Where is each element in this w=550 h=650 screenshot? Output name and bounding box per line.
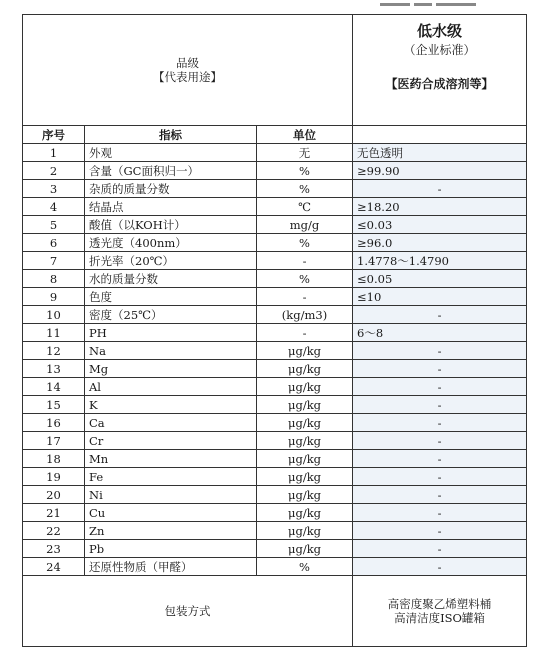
indicator-name: 还原性物质（甲醛）	[85, 558, 257, 576]
row-number: 3	[23, 180, 85, 198]
indicator-unit: %	[257, 180, 353, 198]
table-row	[23, 270, 527, 288]
product-application: 【医药合成溶剂等】	[385, 77, 494, 91]
indicator-value: -	[353, 486, 527, 504]
column-no-header: 序号	[23, 126, 85, 144]
table-row	[23, 522, 527, 540]
row-number: 10	[23, 306, 85, 324]
row-number: 13	[23, 360, 85, 378]
indicator-value: -	[353, 378, 527, 396]
indicator-value: -	[353, 180, 527, 198]
row-number: 18	[23, 450, 85, 468]
grade-header	[23, 15, 353, 126]
row-number: 8	[23, 270, 85, 288]
indicator-value: -	[353, 468, 527, 486]
indicator-unit: -	[257, 288, 353, 306]
table-row	[23, 216, 527, 234]
indicator-value: 1.4778～1.4790	[353, 252, 527, 270]
table-row	[23, 468, 527, 486]
indicator-value: -	[353, 450, 527, 468]
table-row	[23, 378, 527, 396]
row-number: 15	[23, 396, 85, 414]
indicator-name: Pb	[85, 540, 257, 558]
row-number: 23	[23, 540, 85, 558]
packaging-methods	[353, 576, 527, 647]
indicator-unit: μg/kg	[257, 360, 353, 378]
packaging-line-1: 高密度聚乙烯塑料桶	[387, 597, 492, 611]
indicator-unit: %	[257, 270, 353, 288]
spec-table	[22, 14, 527, 647]
indicator-name: Zn	[85, 522, 257, 540]
indicator-value: -	[353, 504, 527, 522]
indicator-unit: μg/kg	[257, 432, 353, 450]
indicator-name: Na	[85, 342, 257, 360]
indicator-value: -	[353, 432, 527, 450]
indicator-value: 无色透明	[353, 144, 527, 162]
row-number: 7	[23, 252, 85, 270]
row-number: 19	[23, 468, 85, 486]
row-number: 14	[23, 378, 85, 396]
row-number: 9	[23, 288, 85, 306]
indicator-name: 水的质量分数	[85, 270, 257, 288]
indicator-value: 6～8	[353, 324, 527, 342]
indicator-value: ≥18.20	[353, 198, 527, 216]
indicator-value: -	[353, 306, 527, 324]
indicator-name: Fe	[85, 468, 257, 486]
indicator-name: 结晶点	[85, 198, 257, 216]
table-row	[23, 432, 527, 450]
indicator-unit: μg/kg	[257, 504, 353, 522]
row-number: 16	[23, 414, 85, 432]
indicator-name: 含量（GC面积归一）	[85, 162, 257, 180]
table-row	[23, 414, 527, 432]
table-row	[23, 234, 527, 252]
indicator-name: Mg	[85, 360, 257, 378]
table-row	[23, 342, 527, 360]
indicator-name: Al	[85, 378, 257, 396]
row-number: 21	[23, 504, 85, 522]
scan-edge-marks	[380, 0, 530, 10]
table-row	[23, 486, 527, 504]
row-number: 6	[23, 234, 85, 252]
indicator-value: ≥99.90	[353, 162, 527, 180]
indicator-unit: ℃	[257, 198, 353, 216]
indicator-value: ≤0.05	[353, 270, 527, 288]
indicator-name: Ca	[85, 414, 257, 432]
indicator-unit: μg/kg	[257, 486, 353, 504]
indicator-value: -	[353, 522, 527, 540]
table-row	[23, 504, 527, 522]
row-number: 11	[23, 324, 85, 342]
indicator-unit: μg/kg	[257, 396, 353, 414]
column-header-row	[23, 126, 527, 144]
indicator-name: Ni	[85, 486, 257, 504]
indicator-unit: %	[257, 162, 353, 180]
table-row	[23, 324, 527, 342]
table-row	[23, 306, 527, 324]
table-row	[23, 252, 527, 270]
row-number: 24	[23, 558, 85, 576]
indicator-name: 外观	[85, 144, 257, 162]
table-row	[23, 540, 527, 558]
packaging-label: 包装方式	[23, 576, 353, 647]
indicator-name: 杂质的质量分数	[85, 180, 257, 198]
indicator-value: -	[353, 558, 527, 576]
table-row	[23, 396, 527, 414]
packaging-line-2: 高清洁度ISO罐箱	[394, 611, 485, 625]
indicator-name: K	[85, 396, 257, 414]
product-name: 低水级	[417, 22, 463, 40]
table-row	[23, 288, 527, 306]
indicator-name: Mn	[85, 450, 257, 468]
indicator-value: -	[353, 342, 527, 360]
row-number: 5	[23, 216, 85, 234]
indicator-unit: %	[257, 234, 353, 252]
header-row	[23, 15, 527, 126]
indicator-value: -	[353, 396, 527, 414]
row-number: 22	[23, 522, 85, 540]
grade-label: 品级	[176, 56, 199, 70]
indicator-unit: μg/kg	[257, 450, 353, 468]
indicator-name: Cr	[85, 432, 257, 450]
spec-sheet	[22, 14, 526, 636]
indicator-unit: 无	[257, 144, 353, 162]
column-value-header	[353, 126, 527, 144]
table-row	[23, 180, 527, 198]
indicator-unit: μg/kg	[257, 468, 353, 486]
table-row	[23, 198, 527, 216]
row-number: 17	[23, 432, 85, 450]
indicator-value: ≤10	[353, 288, 527, 306]
row-number: 2	[23, 162, 85, 180]
indicator-unit: μg/kg	[257, 342, 353, 360]
row-number: 12	[23, 342, 85, 360]
indicator-name: 折光率（20℃）	[85, 252, 257, 270]
indicator-name: 酸值（以KOH计）	[85, 216, 257, 234]
column-unit-header: 单位	[257, 126, 353, 144]
indicator-name: 色度	[85, 288, 257, 306]
indicator-value: -	[353, 360, 527, 378]
indicator-unit: μg/kg	[257, 414, 353, 432]
indicator-unit: -	[257, 324, 353, 342]
indicator-value: ≥96.0	[353, 234, 527, 252]
indicator-value: ≤0.03	[353, 216, 527, 234]
row-number: 20	[23, 486, 85, 504]
indicator-name: 透光度（400nm）	[85, 234, 257, 252]
indicator-unit: (kg/m3)	[257, 306, 353, 324]
table-row	[23, 162, 527, 180]
indicator-value: -	[353, 414, 527, 432]
packaging-row	[23, 576, 527, 647]
indicator-name: 密度（25℃）	[85, 306, 257, 324]
table-row	[23, 450, 527, 468]
indicator-name: Cu	[85, 504, 257, 522]
row-number: 4	[23, 198, 85, 216]
product-header	[353, 15, 527, 126]
table-row	[23, 144, 527, 162]
table-row	[23, 360, 527, 378]
indicator-unit: μg/kg	[257, 540, 353, 558]
indicator-unit: mg/g	[257, 216, 353, 234]
use-label: 【代表用途】	[153, 70, 222, 84]
table-row	[23, 558, 527, 576]
product-standard: （企业标准）	[403, 43, 476, 57]
indicator-name: PH	[85, 324, 257, 342]
indicator-unit: μg/kg	[257, 522, 353, 540]
indicator-unit: μg/kg	[257, 378, 353, 396]
column-indicator-header: 指标	[85, 126, 257, 144]
indicator-unit: %	[257, 558, 353, 576]
indicator-unit: -	[257, 252, 353, 270]
row-number: 1	[23, 144, 85, 162]
indicator-value: -	[353, 540, 527, 558]
